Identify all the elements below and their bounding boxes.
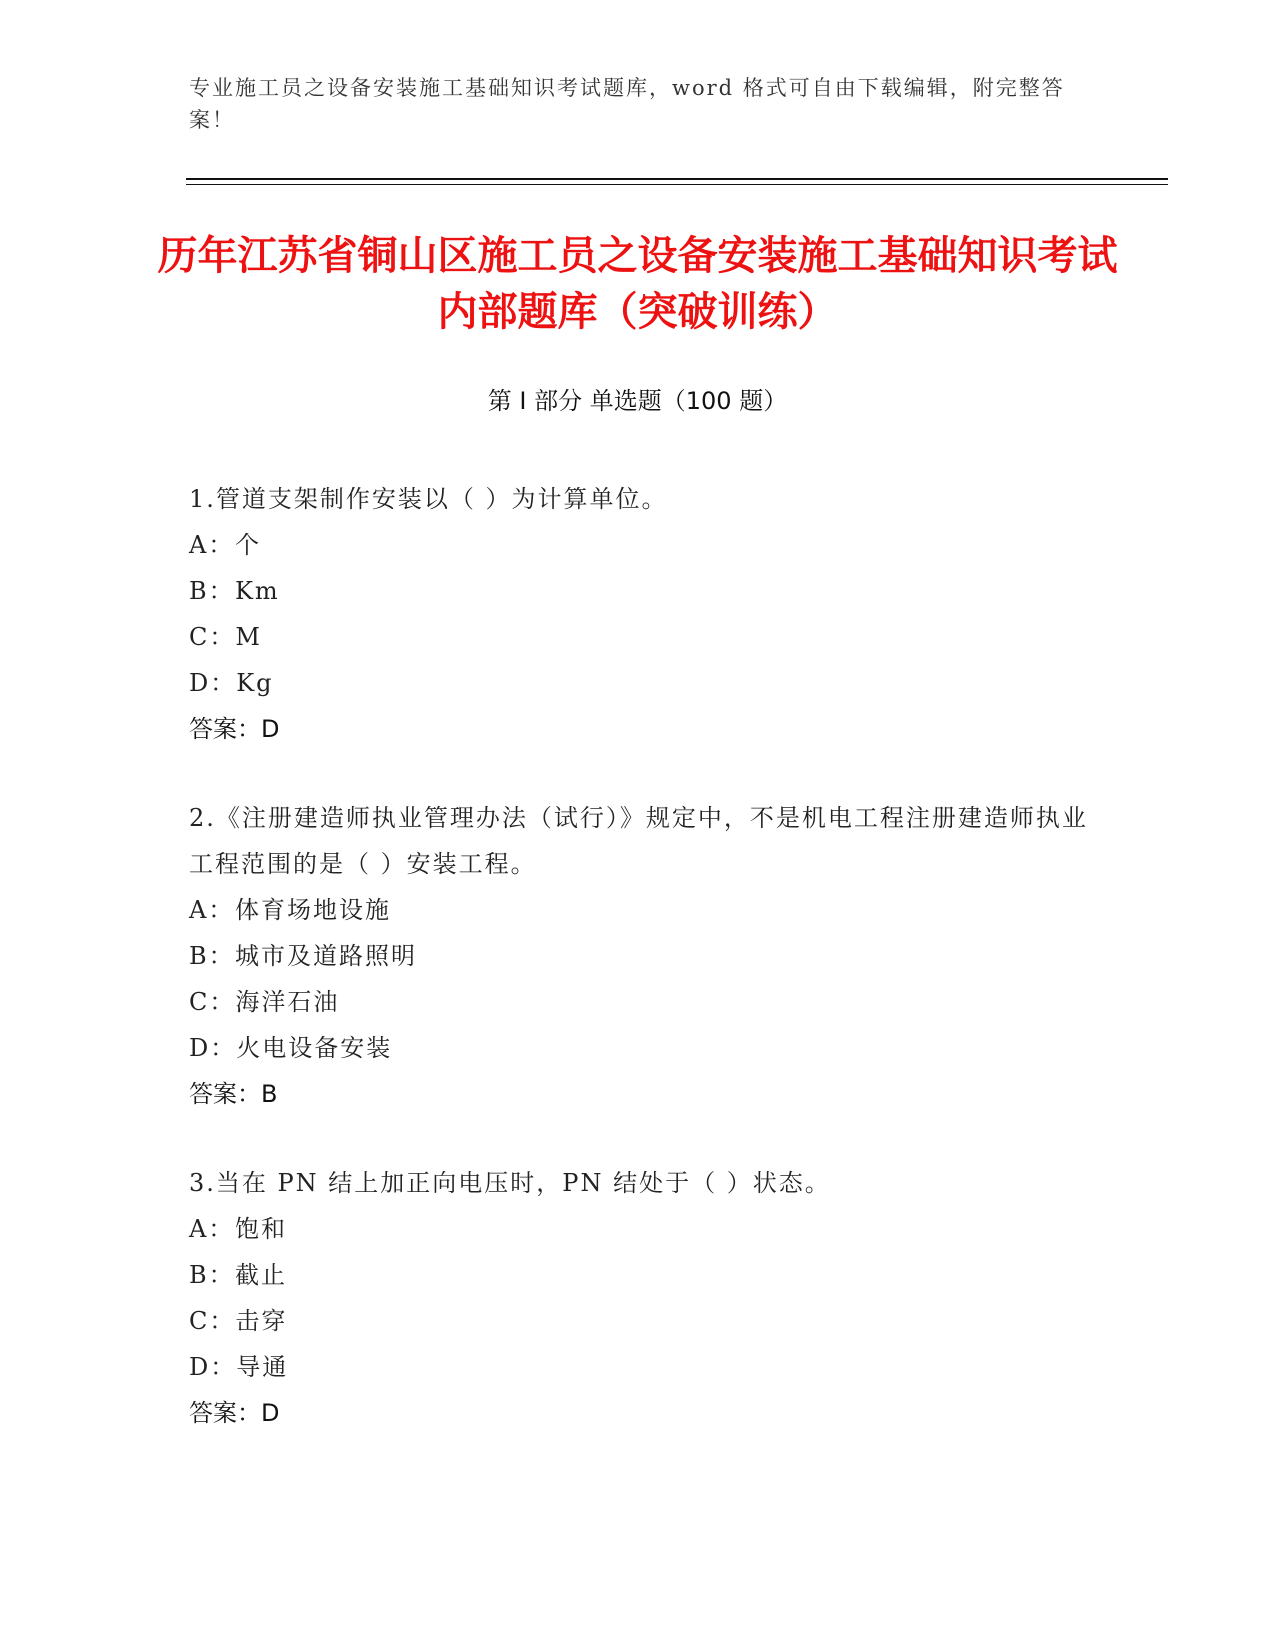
question-stem: 3.当在 PN 结上加正向电压时，PN 结处于（ ）状态。 [189,1169,831,1197]
option-text: 截止 [235,1261,287,1289]
question-stem: 1.管道支架制作安装以（ ）为计算单位。 [189,485,668,513]
option-c [189,1298,1089,1344]
option-letter: C： [189,988,236,1016]
option-c [189,614,1089,660]
question-1 [189,476,1089,752]
header-rule-thin [186,184,1168,185]
option-letter: D： [189,1034,237,1062]
option-letter: C： [189,623,236,651]
option-letter: D： [189,1353,237,1381]
option-letter: B： [189,942,235,970]
option-text: Kg [236,669,274,697]
question-2 [189,795,1089,1117]
option-text: 击穿 [235,1307,288,1335]
question-stem: 2.《注册建造师执业管理办法（试行）》规定中，不是机电工程注册建造师执业工程范围的是（ ）安装工程。 [189,804,1088,878]
option-text: M [235,623,262,651]
option-text: 城市及道路照明 [235,942,417,970]
option-letter: D： [189,669,237,697]
option-text: 导通 [236,1353,289,1381]
option-a [189,887,1089,933]
option-d [189,1025,1089,1071]
option-letter: B： [189,577,235,605]
option-text: 火电设备安装 [236,1034,393,1062]
option-text: 饱和 [235,1215,287,1243]
answer: 答案：D [189,1399,280,1427]
option-b [189,568,1089,614]
option-text: 体育场地设施 [235,896,391,924]
option-c [189,979,1089,1025]
option-text: Km [235,577,280,605]
option-a [189,1206,1089,1252]
header-note: 专业施工员之设备安装施工基础知识考试题库，word 格式可自由下载编辑，附完整答案！ [189,76,1065,132]
question-3 [189,1160,1089,1436]
option-letter: B： [189,1261,235,1289]
answer: 答案：B [189,1080,278,1108]
answer: 答案：D [189,715,280,743]
option-letter: A： [189,1215,235,1243]
option-letter: A： [189,531,235,559]
option-b [189,1252,1089,1298]
option-b [189,933,1089,979]
option-a [189,522,1089,568]
document-title: 历年江苏省铜山区施工员之设备安装施工基础知识考试内部题库（突破训练） [157,233,1118,335]
option-d [189,1344,1089,1390]
option-text: 海洋石油 [235,988,340,1016]
option-d [189,660,1089,706]
option-text: 个 [235,531,261,559]
header-rule-thick [186,178,1168,180]
option-letter: C： [189,1307,236,1335]
section-heading: 第 I 部分 单选题（100 题） [487,387,788,415]
option-letter: A： [189,896,235,924]
